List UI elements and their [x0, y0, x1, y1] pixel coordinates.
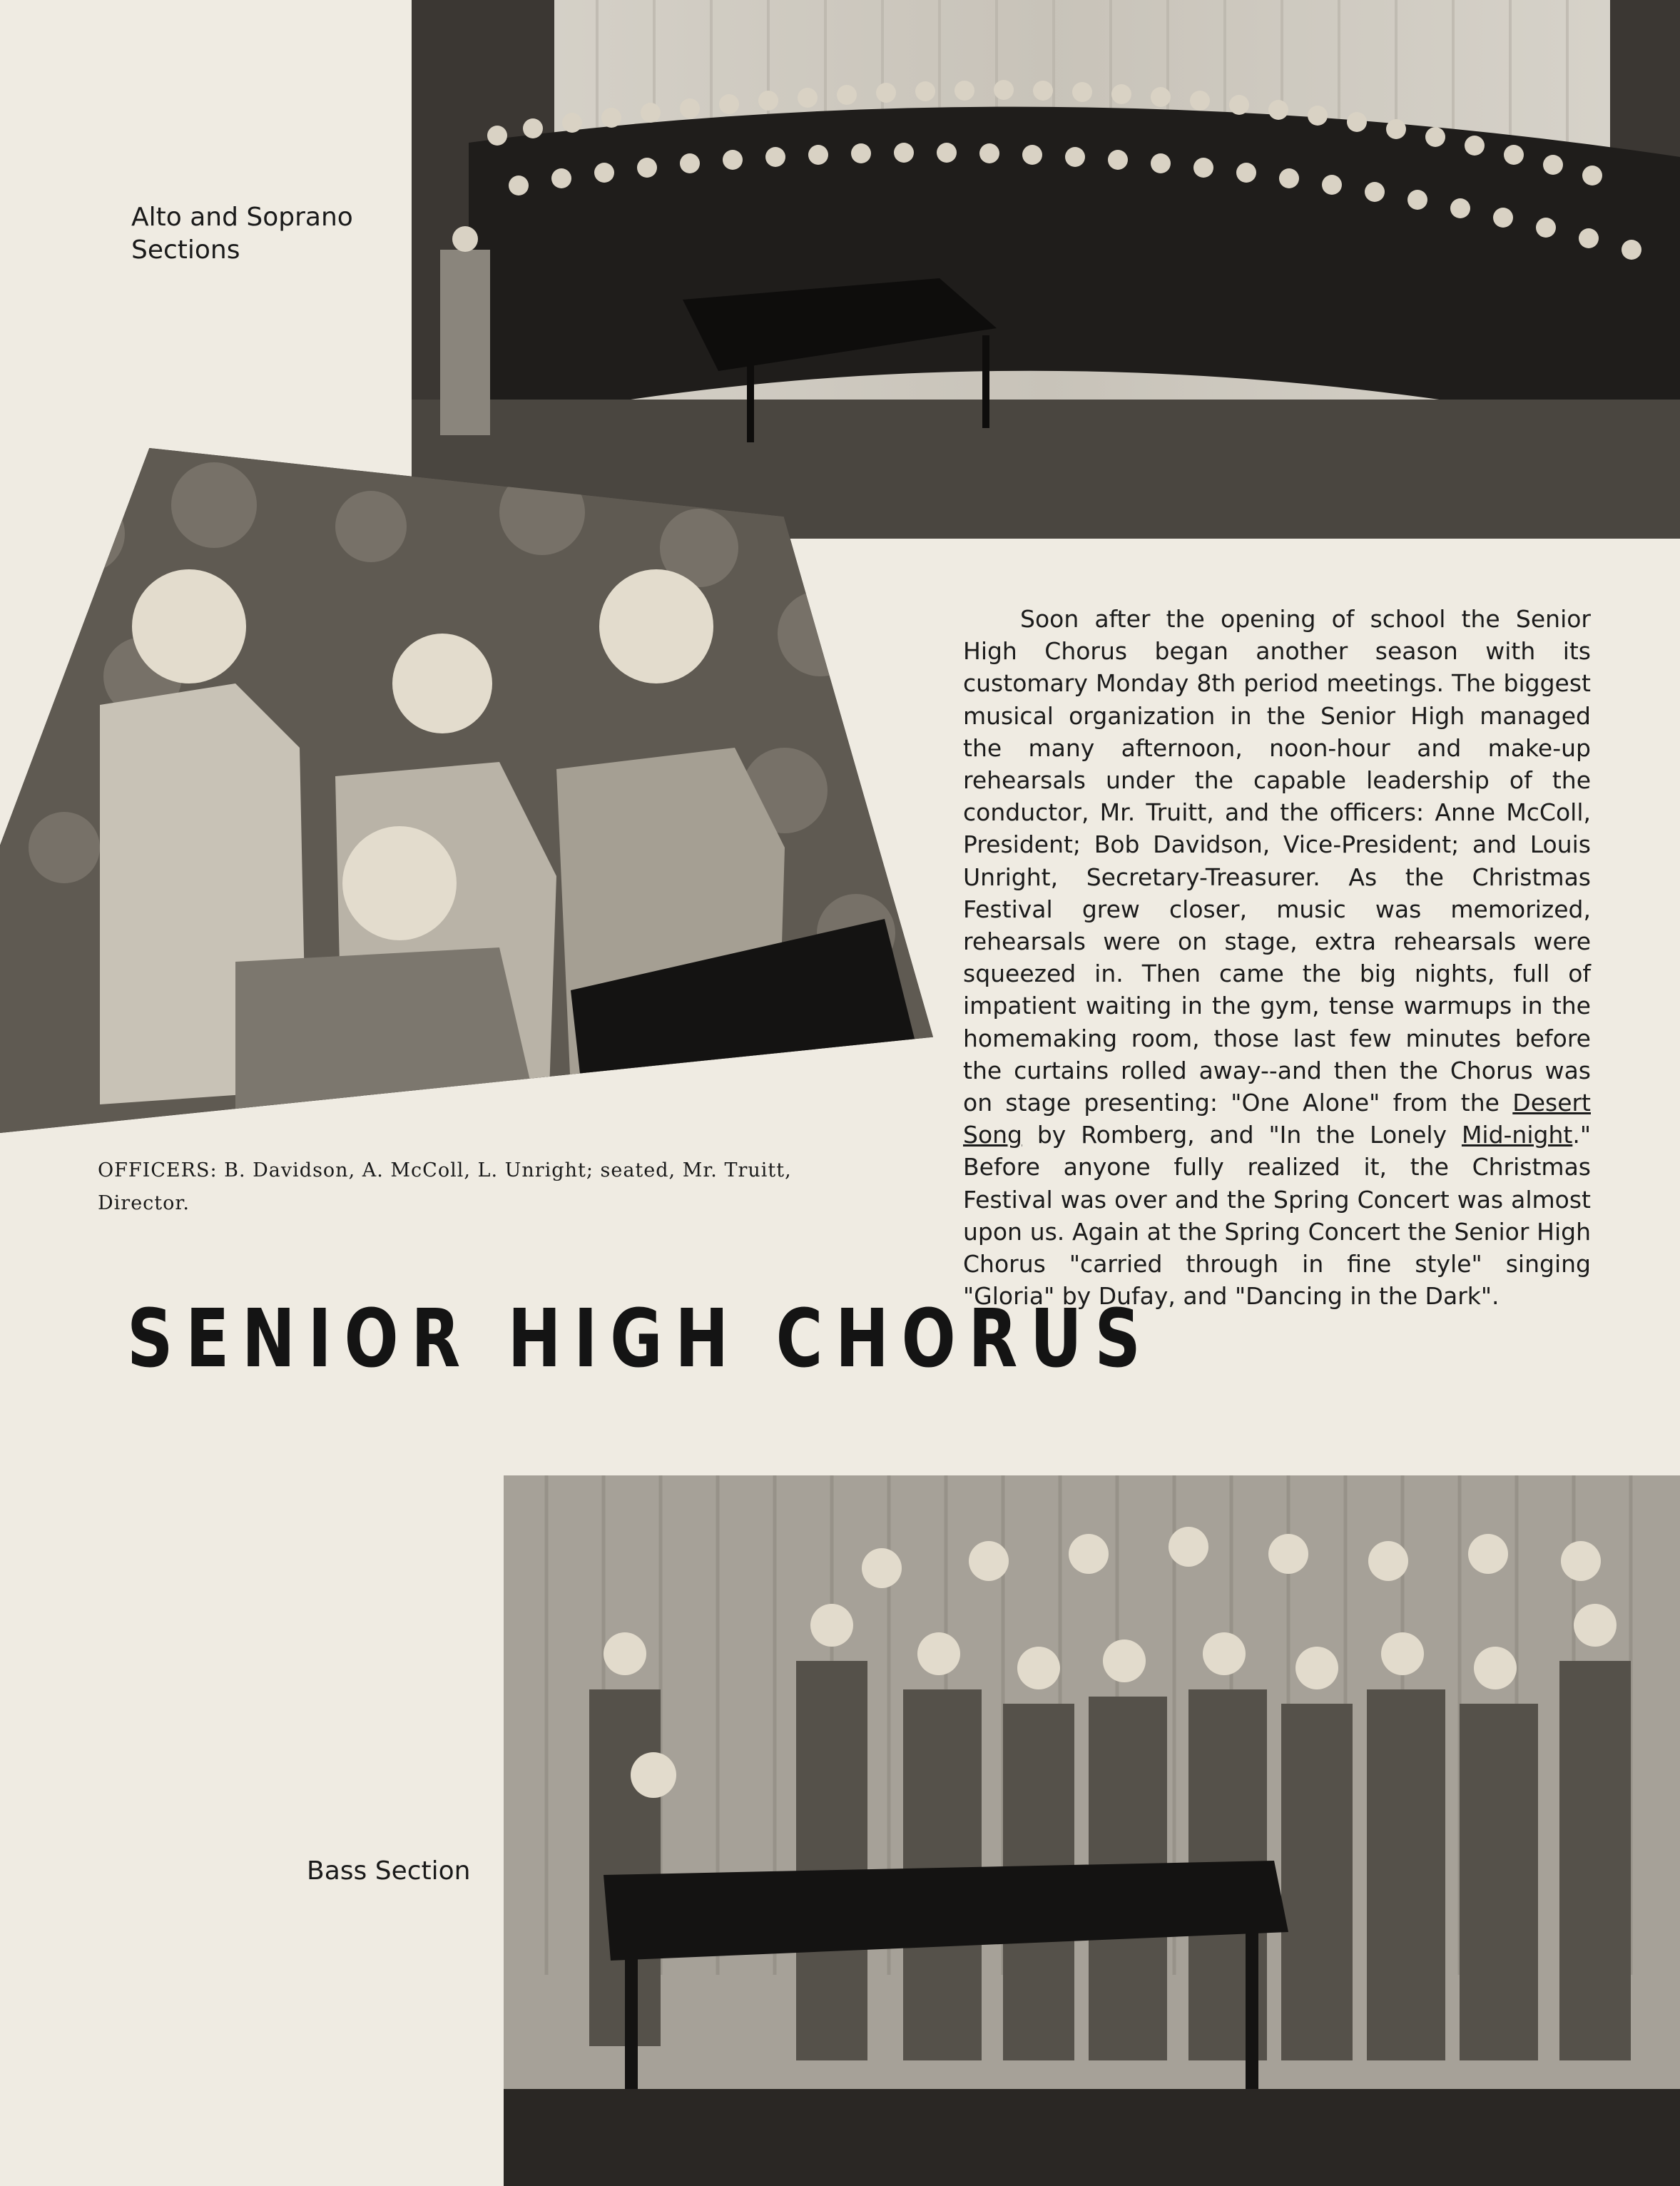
bass-section-photo — [504, 1475, 1680, 2186]
work-title-desert-song: Desert Song — [963, 1089, 1591, 1149]
bass-section-illustration — [504, 1475, 1680, 2186]
officers-illustration — [0, 448, 933, 1133]
alto-soprano-caption: Alto and Soprano Sections — [131, 203, 353, 265]
page-title: SENIOR HIGH CHORUS — [127, 1293, 1154, 1386]
officers-caption: OFFICERS: B. Davidson, A. McColl, L. Unright; seated, Mr. Truitt, Director. — [98, 1159, 792, 1214]
article-text-part3: ." Before anyone fully realized it, the Christmas Festival was over and the Spring Concert was almost upon us. Again at the Spring Concert the Senior High Chorus "carried through in fine style" singing "Gloria" by Dufay, and "Dancing in the Dark". — [963, 1121, 1591, 1311]
alto-soprano-photo — [412, 0, 1680, 539]
article-text-part2: by Romberg, and "In the Lonely — [1022, 1121, 1462, 1149]
officers-photo — [0, 448, 933, 1133]
article-text-part1: Soon after the opening of school the Senior High Chorus began another season with its customary Monday 8th period meetings. The biggest musical organization in the Senior High managed the many afternoon, noon-hour and make-up rehearsals under the capable leadership of the conductor, Mr. Truitt, and the officers: Anne McColl, President; Bob Davidson, Vice-President; and Louis Unright, Secretary-Treasurer. As the Christmas Festival grew closer, music was memorized, rehearsals were on stage, extra rehearsals were squeezed in. Then came the big nights, full of impatient waiting in the gym, tense warmups in the homemaking room, those last few minutes before the curtains rolled away--and then the Chorus was on stage presenting: "One Alone" from the — [963, 605, 1591, 1117]
choir-stage-illustration — [412, 0, 1680, 539]
work-title-mid-night: Mid-night — [1461, 1121, 1573, 1149]
article-body — [963, 603, 1591, 1312]
bass-section-caption: Bass Section — [307, 1856, 471, 1886]
